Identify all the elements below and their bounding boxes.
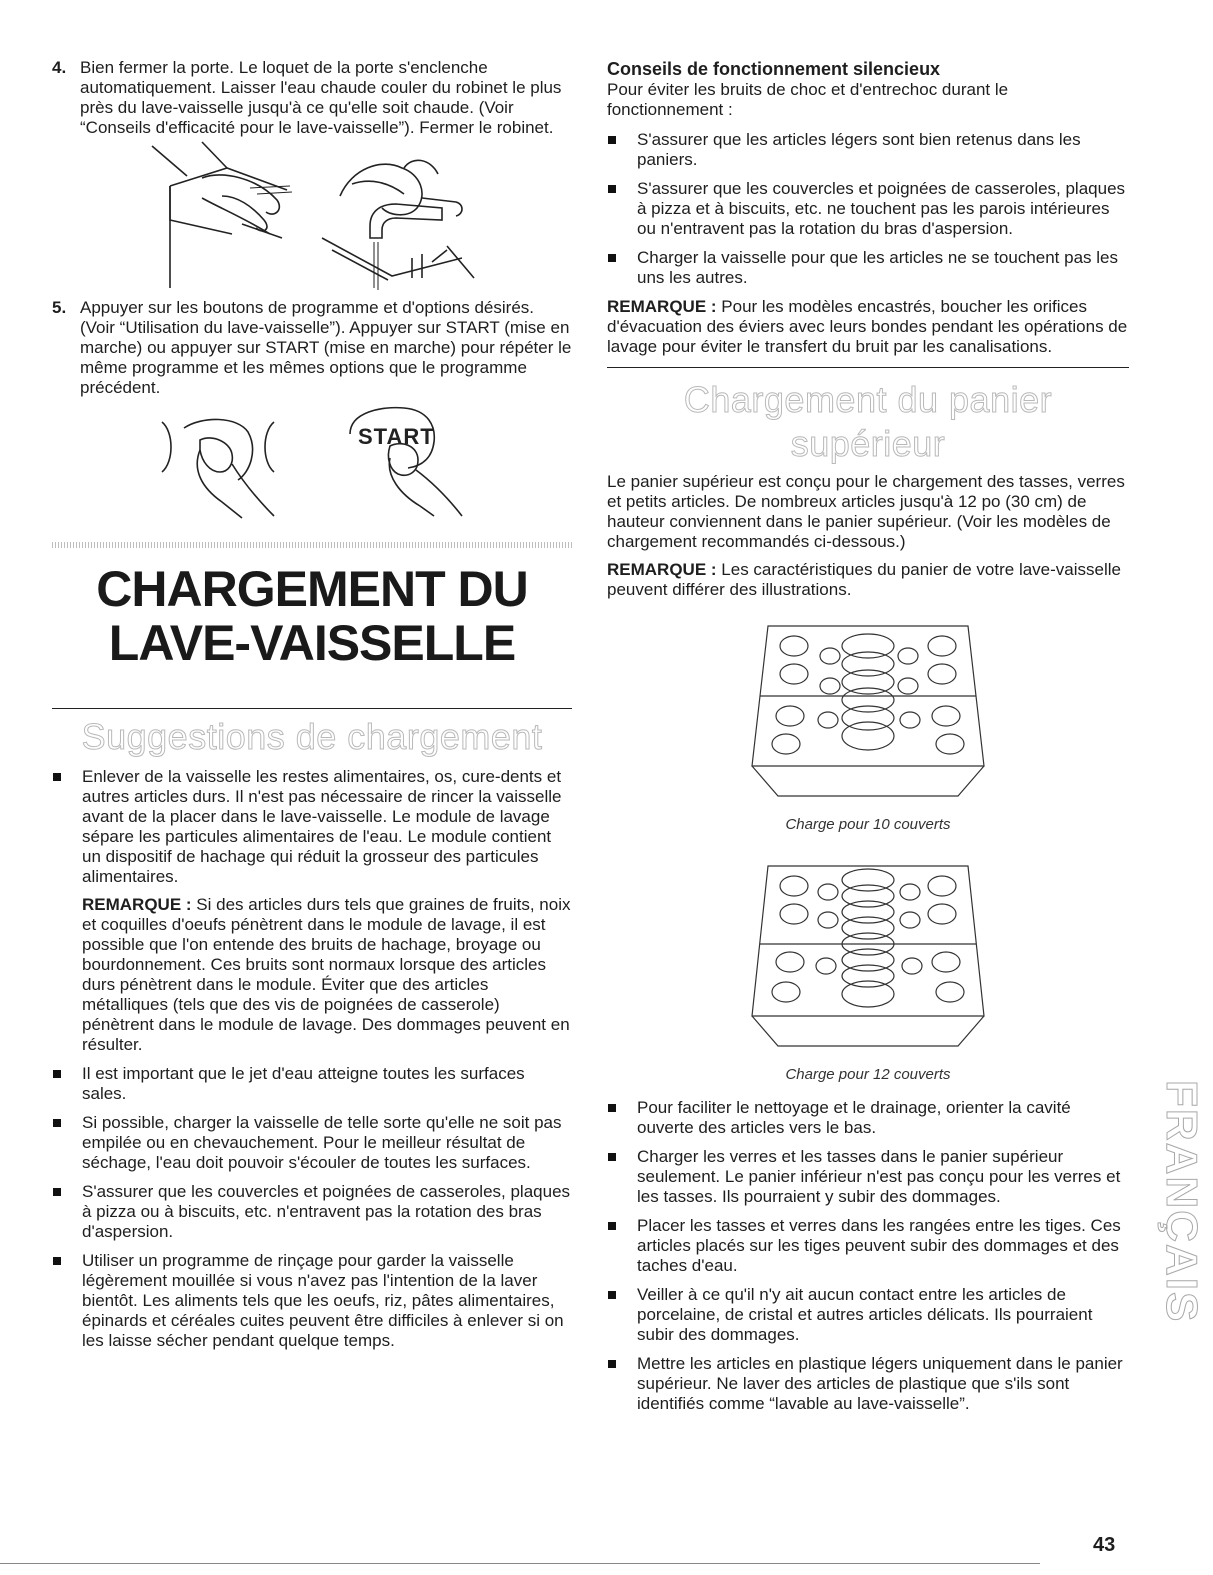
upper-rack-note [607,560,1129,600]
door-and-faucet-illustration [52,138,572,298]
list-item [607,248,1129,288]
list-item [607,179,1129,239]
bullet-icon [608,1222,616,1230]
bullet-icon [53,1070,61,1078]
page-number: 43 [1093,1534,1116,1556]
list-item [607,1285,1129,1345]
bottom-rule [0,1563,1040,1564]
bullet-icon [53,773,61,781]
list-item [52,767,572,1055]
list-item-text: S'assurer que les couvercles et poignées de casseroles, plaques à pizza et à biscuits, etc. ne touchent pas les parois intérieures ou n'entravent pas la rotation du bras d'aspersion. [637,179,1126,238]
list-item-text: Charger la vaisselle pour que les articles ne se touchent pas les uns les autres. [637,248,1118,287]
step-number: 4. [52,58,67,77]
bullet-icon [53,1257,61,1265]
list-item [52,1251,572,1351]
bullet-icon [608,185,616,193]
hatched-divider [52,542,572,548]
rack-10-place-illustration [738,616,998,806]
page-title [52,562,572,670]
list-item [52,1113,572,1173]
quiet-note [607,297,1129,357]
button-press-illustration [52,398,572,528]
page-title-line-1: CHARGEMENT DU [96,561,528,617]
rack-12-place-illustration [738,856,998,1056]
list-item [52,1064,572,1104]
list-item-text: Mettre les articles en plastique légers uniquement dans le panier supérieur. Ne laver des articles de plastique que s'ils sont identifiés comme “lavable au lave-vaisselle”. [637,1354,1123,1413]
step-text: Bien fermer la porte. Le loquet de la porte s'enclenche automatiquement. Laisser l'eau chaude couler du robinet le plus près du lave-vaisselle jusqu'à ce qu'elle soit chaude. (Voir “Conseils d'efficacité pour le lave-vaisselle”). Fermer le robinet. [80,58,562,137]
bullet-icon [608,1153,616,1161]
start-button-label: START [358,424,435,449]
bullet-icon [608,254,616,262]
upper-rack-intro: Le panier supérieur est conçu pour le chargement des tasses, verres et petits articles. De nombreux articles jusqu'à 12 po (30 cm) de hauteur conviennent dans le panier supérieur. (Voir les modèles de chargement recommandés ci-dessous.) [607,472,1125,551]
note-label: REMARQUE : [607,297,717,316]
right-column [607,58,1129,1423]
page-title-line-2: LAVE-VAISSELLE [108,615,516,671]
note-label: REMARQUE : [607,560,717,579]
list-item [607,1098,1129,1138]
note-text: Pour les modèles encastrés, boucher les orifices d'évacuation des éviers avec leurs bondes pendant les opérations de lavage pour éviter le transfert du bruit par les canalisations. [607,297,1128,356]
list-item-text: Si possible, charger la vaisselle de telle sorte qu'elle ne soit pas empilée ou en chevauchement. Pour le meilleur résultat de séchage, l'eau doit pouvoir s'écouler de toutes les surfaces. [82,1113,562,1172]
list-item [607,1147,1129,1207]
list-item [607,1354,1129,1414]
bullet-icon [608,136,616,144]
finger-press-drawing [52,398,572,528]
note-text: Les caractéristiques du panier de votre lave-vaisselle peuvent différer des illustrations. [607,560,1121,599]
bullet-icon [608,1360,616,1368]
quiet-operation-intro: Pour éviter les bruits de choc et d'entrechoc durant le fonctionnement : [607,80,1009,119]
upper-rack-list [607,1098,1129,1414]
quiet-operation-heading: Conseils de fonctionnement silencieux [607,59,941,79]
bullet-icon [53,1119,61,1127]
language-side-tab: FRANÇAIS [1157,1080,1206,1324]
list-item [607,1216,1129,1276]
section-title-suggestions: Suggestions de chargement [81,716,543,757]
bullet-icon [53,1188,61,1196]
step-number: 5. [52,298,67,317]
rack-12-caption: Charge pour 12 couverts [785,1066,951,1083]
bullet-icon [608,1104,616,1112]
step-5 [52,298,572,398]
list-item-text: Placer les tasses et verres dans les rangées entre les tiges. Ces articles placés sur les tiges peuvent subir des dommages et des taches d'eau. [637,1216,1121,1275]
note [82,895,572,1055]
section-title-upper-rack: Chargement du panier supérieur [683,379,1053,464]
section-rule [52,708,572,709]
rack-10-caption: Charge pour 10 couverts [785,816,951,833]
list-item [607,130,1129,170]
list-item-text: Pour faciliter le nettoyage et le drainage, orienter la cavité ouverte des articles vers le bas. [637,1098,1071,1137]
step-4 [52,58,572,138]
list-item-text: Il est important que le jet d'eau atteigne toutes les surfaces sales. [82,1064,525,1103]
list-item-text: Utiliser un programme de rinçage pour garder la vaisselle légèrement mouillée si vous n'avez pas l'intention de la laver bientôt. Les aliments tels que les oeufs, riz, pâtes alimentaires, épinards et céréales cuites peuvent être difficiles à enlever si on les laisse sécher pendant quelque temps. [82,1251,564,1350]
bullet-icon [608,1291,616,1299]
step-text: Appuyer sur les boutons de programme et d'options désirés. (Voir “Utilisation du lave-vaisselle”). Appuyer sur START (mise en marche) ou appuyer sur START (mise en marche) pour répéter le même programme et les mêmes options que le programme précédent. [80,298,572,397]
list-item-text: Enlever de la vaisselle les restes alimentaires, os, cure-dents et autres articles durs. Il n'est pas nécessaire de rincer la vaisselle avant de la placer dans le lave-vaisselle. Le module de lavage sépare les particules alimentaires de l'eau. Le module contient un dispositif de hachage qui réduit la grosseur des particules alimentaires. [82,767,562,886]
list-item-text: Charger les verres et les tasses dans le panier supérieur seulement. Le panier inférieur n'est pas conçu pour les verres et les tasses. Ils pourraient y subir des dommages. [637,1147,1121,1206]
list-item-text: S'assurer que les articles légers sont bien retenus dans les paniers. [637,130,1081,169]
list-item-text: S'assurer que les couvercles et poignées de casseroles, plaques à pizza ou à biscuits, etc. n'entravent pas la rotation des bras d'aspersion. [82,1182,571,1241]
loading-suggestions-list [52,767,572,1351]
list-item [52,1182,572,1242]
quiet-operation-list [607,130,1129,288]
note-text: Si des articles durs tels que graines de fruits, noix et coquilles d'oeufs pénètrent dans le module de lavage, il est possible que l'on entende des bruits de hachage, broyage ou bourdonnement. Ces bruits sont normaux lorsque des articles durs pénètrent dans le module. Éviter que des articles métalliques (tels que des vis de poignées de casserole) pénètrent dans le module de lavage. Des dommages peuvent en résulter. [82,895,571,1054]
list-item-text: Veiller à ce qu'il n'y ait aucun contact entre les articles de porcelaine, de cristal et autres articles délicats. Ils pourraient subir des dommages. [637,1285,1093,1344]
left-column [52,58,572,1360]
note-label: REMARQUE : [82,895,192,914]
section-rule [607,367,1129,368]
